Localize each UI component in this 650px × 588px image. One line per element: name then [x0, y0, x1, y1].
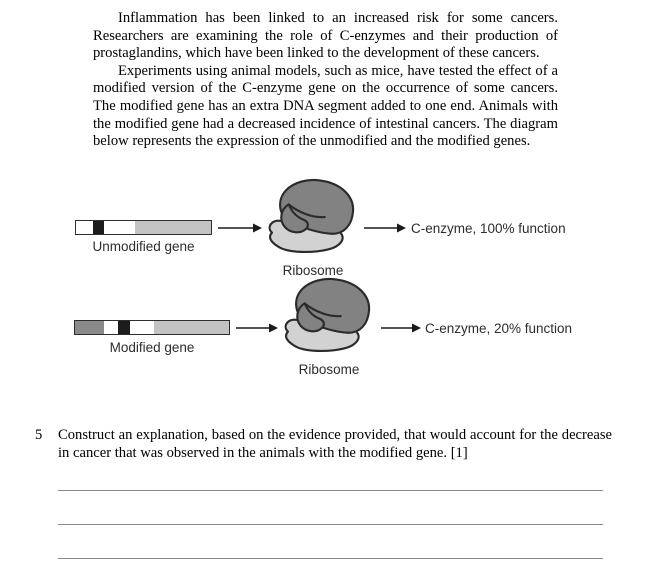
gene-segment — [75, 321, 104, 334]
c-enzyme-20-label: C-enzyme, 20% function — [425, 321, 573, 336]
c-enzyme-100-label: C-enzyme, 100% function — [411, 221, 566, 236]
arrow-right-icon — [218, 221, 262, 235]
answer-line — [58, 525, 603, 559]
question-number: 5 — [35, 427, 43, 443]
answer-line — [58, 491, 603, 525]
gene-segment — [76, 221, 93, 234]
answer-lines — [58, 457, 603, 559]
ribosome-label-1: Ribosome — [282, 263, 344, 278]
gene-segment — [104, 221, 135, 234]
passage — [93, 10, 558, 151]
modified-gene-label: Modified gene — [109, 340, 195, 355]
gene-segment — [130, 321, 153, 334]
passage-paragraph-2: Experiments using animal models, such as mice, have tested the effect of a modified version of the C-enzyme gene on the occurrence of some cancers. The modified gene has an extra DNA segment added to one end. Animals with the modified gene had a decreased incidence of intestinal cancers. The diagram below represents the expression of the unmodified and the modified genes. — [93, 62, 558, 150]
gene-segment — [154, 321, 229, 334]
gene-segment — [135, 221, 211, 234]
answer-line — [58, 457, 603, 491]
modified-gene-bar — [74, 320, 230, 335]
ribosome-icon — [278, 277, 380, 361]
gene-segment — [93, 221, 104, 234]
arrow-right-icon — [381, 321, 421, 335]
unmodified-gene-label: Unmodified gene — [92, 239, 195, 254]
gene-segment — [118, 321, 130, 334]
unmodified-gene-bar — [75, 220, 212, 235]
ribosome-icon — [262, 178, 364, 262]
question-text: Construct an explanation, based on the evidence provided, that would account for the decrease in cancer that was observed in the animals with the modified gene. [1] — [58, 427, 612, 461]
arrow-right-icon — [236, 321, 278, 335]
arrow-right-icon — [364, 221, 406, 235]
ribosome-label-2: Ribosome — [298, 362, 360, 377]
gene-segment — [104, 321, 118, 334]
passage-paragraph-1: Inflammation has been linked to an increased risk for some cancers. Researchers are examining the role of C-enzymes and their production of prostaglandins, which have been linked to the development of these cancers. — [93, 10, 558, 62]
